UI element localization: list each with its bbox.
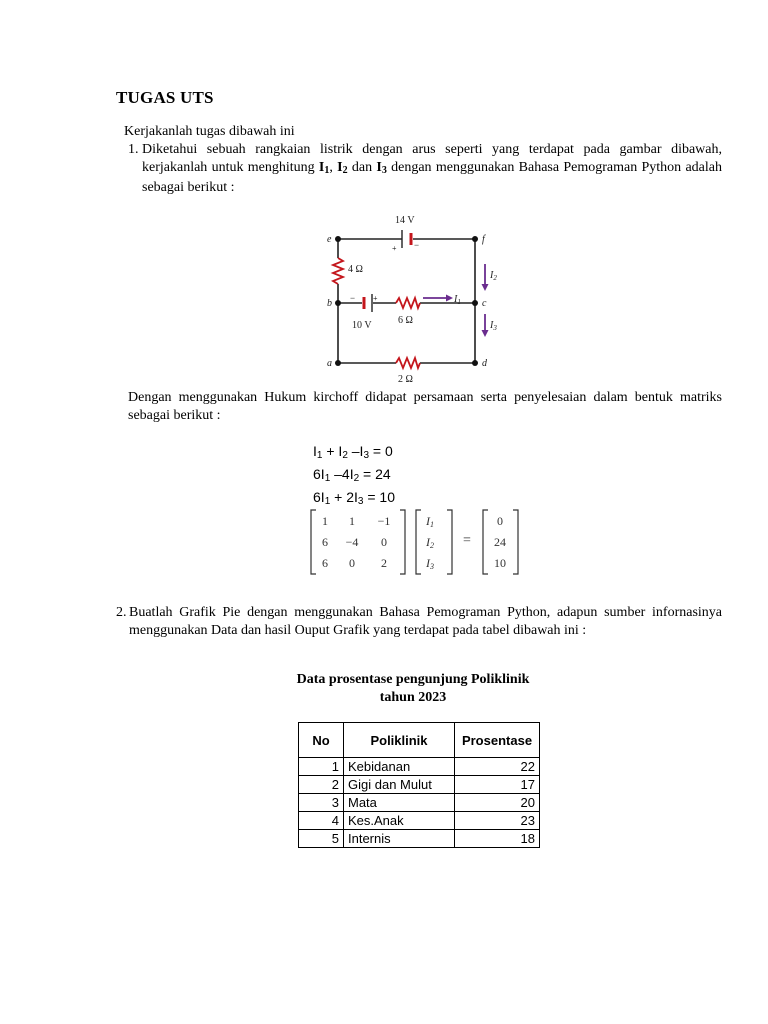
label-14v: 14 V xyxy=(395,215,415,226)
cell-prosentase: 20 xyxy=(455,794,540,812)
battery-14v xyxy=(402,230,411,248)
matrix-x-2: I2 xyxy=(426,535,434,550)
label-4-ohm: 4 Ω xyxy=(348,264,363,275)
matrix-b-1: 0 xyxy=(497,514,503,528)
matrix-a-33: 2 xyxy=(381,556,387,570)
matrix-a-11: 1 xyxy=(322,514,328,528)
node-label-c: c xyxy=(482,298,487,309)
equations xyxy=(313,442,395,511)
matrix-b-3: 10 xyxy=(494,556,506,570)
node-label-b: b xyxy=(327,298,332,309)
question-1-text-b: dengan menggunakan Bahasa Pemograman Python adalah sebagai berikut : xyxy=(142,159,722,195)
node-a xyxy=(335,360,341,366)
table-row xyxy=(299,758,540,776)
resistor-6-ohm xyxy=(396,298,420,308)
cell-prosentase: 23 xyxy=(455,812,540,830)
cell-prosentase: 22 xyxy=(455,758,540,776)
table-row xyxy=(299,794,540,812)
cell-poliklinik: Internis xyxy=(344,830,455,848)
table-row xyxy=(299,830,540,848)
matrix-equation xyxy=(306,508,526,576)
table-header-row xyxy=(299,723,540,758)
battery-10v-minus: − xyxy=(350,293,356,303)
resistor-4-ohm xyxy=(333,258,343,284)
node-f xyxy=(472,236,478,242)
matrix-a-31: 6 xyxy=(322,556,328,570)
table-row xyxy=(299,776,540,794)
label-10v: 10 V xyxy=(352,320,372,331)
var-i3: I xyxy=(376,159,382,175)
var-i1: I xyxy=(318,159,325,175)
cell-prosentase: 17 xyxy=(455,776,540,794)
intro-text: Kerjakanlah tugas dibawah ini xyxy=(124,124,295,139)
label-i3: $I_3$ xyxy=(490,320,497,332)
battery-10v xyxy=(364,294,372,312)
header-poliklinik: Poliklinik xyxy=(344,723,455,758)
var-i1-sub: 1 xyxy=(324,164,330,176)
node-label-a: a xyxy=(327,358,332,369)
node-label-d: d xyxy=(482,358,487,369)
question-1-body xyxy=(128,141,722,197)
cell-no: 2 xyxy=(299,776,344,794)
equation-3: $6I_1 + 2I_3 = 10$ xyxy=(313,489,395,507)
equation-2: $6I_1$ $-4I_2 = 24$ xyxy=(313,466,391,484)
table-caption xyxy=(248,671,578,707)
data-table xyxy=(298,722,540,848)
document-title: TUGAS UTS xyxy=(116,88,214,107)
matrix-x-3: I3 xyxy=(426,556,434,571)
matrix-a-32: 0 xyxy=(349,556,355,570)
matrix-a-21: 6 xyxy=(322,535,328,549)
kirchhoff-text: Dengan menggunakan Hukum kirchoff didapat persamaan serta penyelesaian dalam bentuk matriks sebagai berikut : xyxy=(128,390,722,423)
var-i3-sub: 3 xyxy=(381,164,387,176)
question-1 xyxy=(128,141,722,197)
matrix-equals: = xyxy=(463,533,471,548)
circuit-diagram xyxy=(322,206,502,386)
equation-1: $I_1 + I_2$ $-I_3 = 0$ xyxy=(313,443,393,461)
question-1-text-a: Diketahui sebuah rangkaian listrik dengan arus seperti yang terdapat pada gambar dibawah, kerjakanlah untuk menghitung xyxy=(142,142,722,175)
battery-14v-minus: − xyxy=(414,240,420,250)
question-1-number: 1. xyxy=(128,142,139,157)
question-2-number: 2. xyxy=(116,605,127,620)
cell-prosentase: 18 xyxy=(455,830,540,848)
matrix-a-12: 1 xyxy=(349,514,355,528)
cell-no: 1 xyxy=(299,758,344,776)
cell-no: 3 xyxy=(299,794,344,812)
node-d xyxy=(472,360,478,366)
table-row xyxy=(299,812,540,830)
header-prosentase: Prosentase xyxy=(455,723,540,758)
question-2 xyxy=(116,604,722,639)
sep-1: , xyxy=(329,159,338,175)
question-2-text: Buatlah Grafik Pie dengan menggunakan Bahasa Pemograman Python, adapun sumber infornasinya menggunakan Data dan hasil Ouput Grafik yang terdapat pada tabel dibawah ini : xyxy=(129,605,722,638)
label-2-ohm: 2 Ω xyxy=(398,374,413,385)
cell-no: 4 xyxy=(299,812,344,830)
resistor-2-ohm xyxy=(396,358,420,368)
sep-2: dan xyxy=(347,159,377,175)
var-i2: I xyxy=(337,159,343,175)
battery-10v-plus: + xyxy=(373,294,378,303)
matrix-b-2: 24 xyxy=(494,535,506,549)
table-caption-line1: Data prosentase pengunjung Poliklinik xyxy=(296,672,530,687)
cell-poliklinik: Mata xyxy=(344,794,455,812)
var-i2-sub: 2 xyxy=(342,164,348,176)
label-6-ohm: 6 Ω xyxy=(398,315,413,326)
table-caption-line2: tahun 2023 xyxy=(379,690,447,705)
cell-no: 5 xyxy=(299,830,344,848)
cell-poliklinik: Gigi dan Mulut xyxy=(344,776,455,794)
matrix-a-13: −1 xyxy=(377,514,391,528)
label-i1: $I_1$ xyxy=(454,294,461,306)
node-c xyxy=(472,300,478,306)
node-b xyxy=(335,300,341,306)
cell-poliklinik: Kes.Anak xyxy=(344,812,455,830)
node-label-f: f xyxy=(482,234,485,245)
node-label-e: e xyxy=(327,234,332,245)
label-i2: $I_2$ xyxy=(490,270,497,282)
node-e xyxy=(335,236,341,242)
battery-14v-plus: + xyxy=(392,244,397,253)
matrix-a-23: 0 xyxy=(381,535,387,549)
matrix-a-22: −4 xyxy=(345,535,359,549)
header-no: No xyxy=(299,723,344,758)
matrix-x-1: I1 xyxy=(426,514,434,529)
cell-poliklinik: Kebidanan xyxy=(344,758,455,776)
